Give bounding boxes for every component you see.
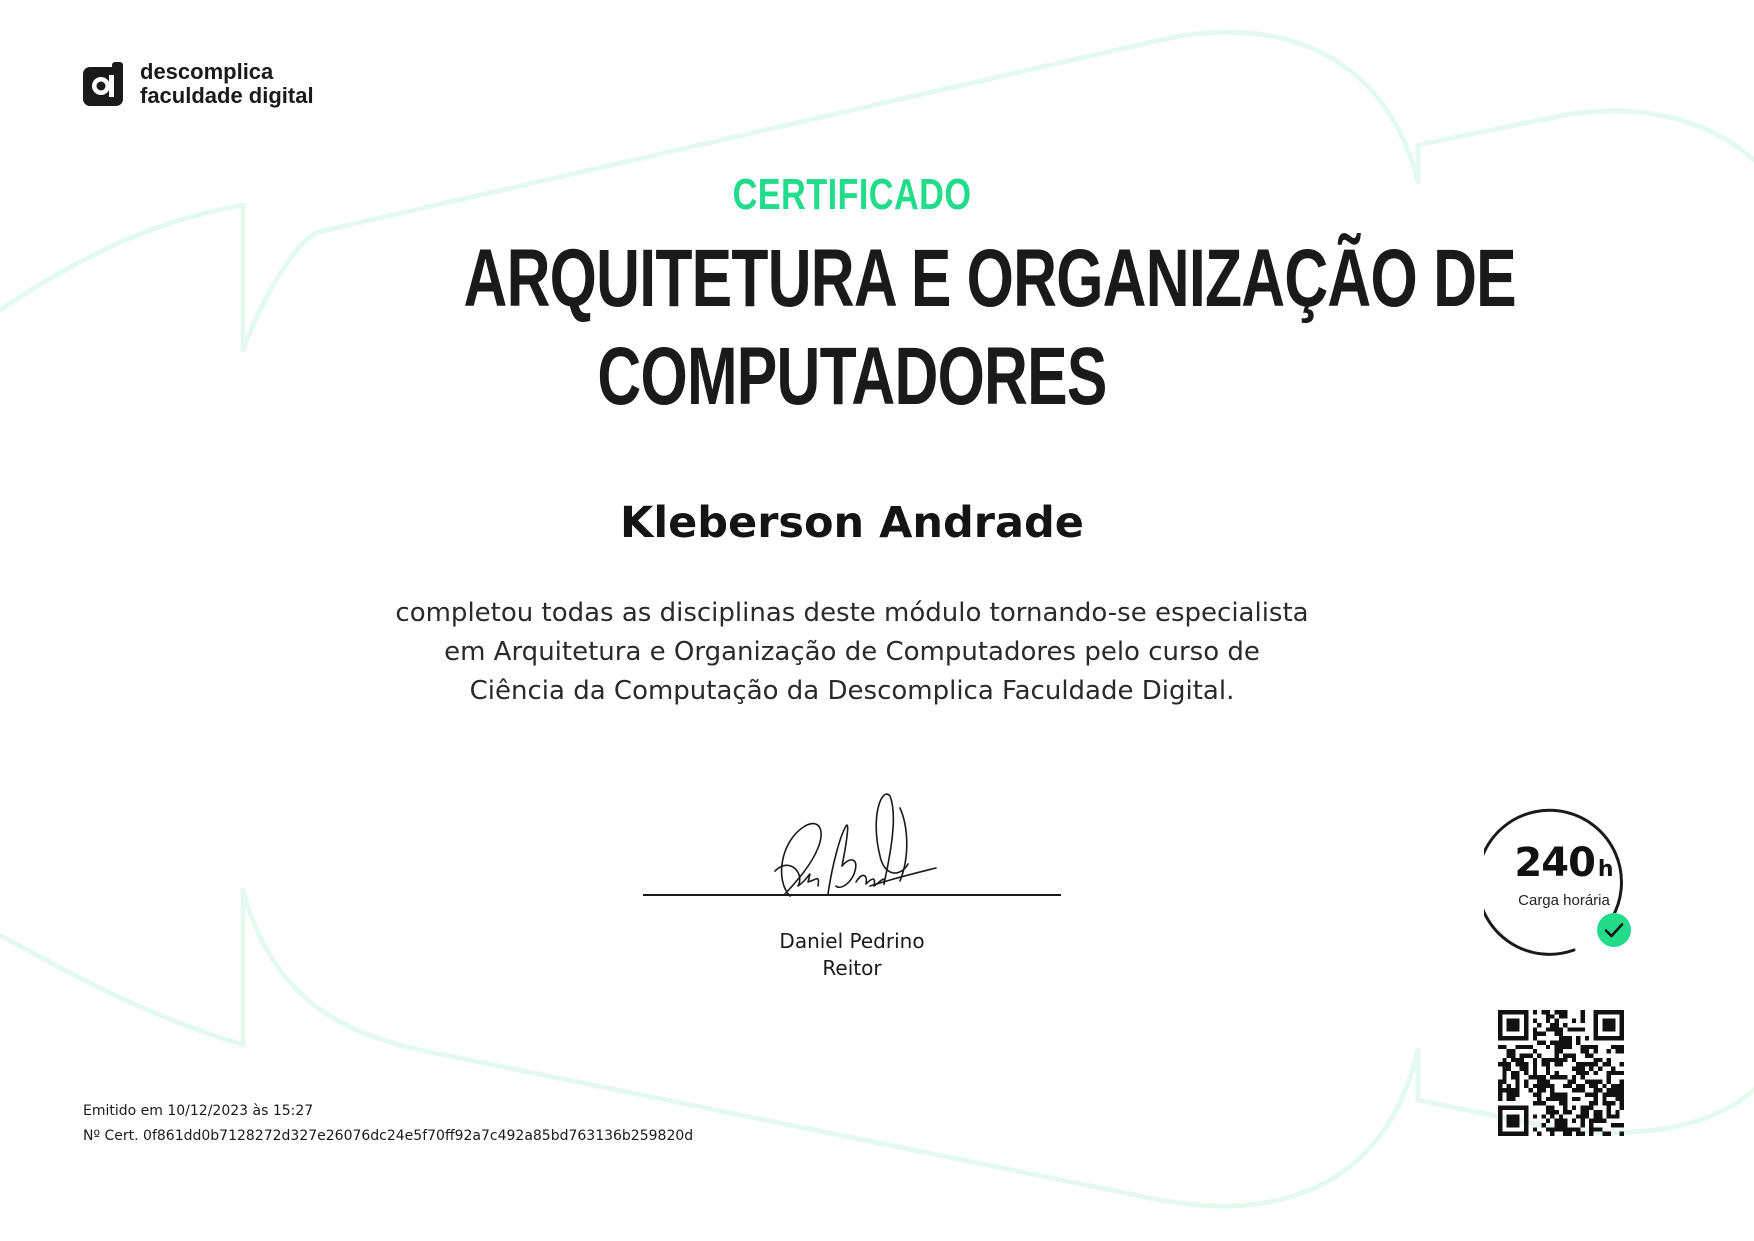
issue-date: Emitido em 10/12/2023 às 15:27: [83, 1103, 314, 1119]
certificate-number: Nº Cert. 0f861dd0b7128272d327e26076dc24e5f70ff92a7c492a85bd763136b259820d: [83, 1128, 694, 1144]
course-title-line-2: COMPUTADORES: [597, 331, 1107, 422]
statement-line-2: em Arquitetura e Organização de Computadores pelo curso de: [444, 637, 1260, 667]
workload-unit: h: [1597, 857, 1614, 882]
verification-qr-code: [1498, 1010, 1624, 1136]
course-title-line-1: ARQUITETURA E ORGANIZAÇÃO DE: [463, 233, 1516, 324]
brand-line-2: faculdade digital: [140, 83, 314, 108]
statement-line-3: Ciência da Computação da Descomplica Faculdade Digital.: [469, 676, 1235, 706]
workload-badge: [1484, 800, 1644, 960]
signature-line: [643, 894, 1061, 896]
signer-role: Reitor: [822, 956, 882, 980]
brand-wordmark: [140, 60, 314, 108]
workload-number: 240: [1514, 840, 1595, 886]
statement-line-1: completou todas as disciplinas deste módulo tornando-se especialista: [395, 598, 1309, 628]
signer-name: Daniel Pedrino: [779, 929, 925, 953]
descomplica-d-logo-icon: [82, 61, 128, 107]
handwritten-signature: [750, 786, 950, 901]
course-title: [463, 230, 1516, 426]
workload-value: [1484, 840, 1644, 886]
workload-label: Carga horária: [1518, 892, 1610, 909]
brand-logo: [82, 60, 314, 108]
brand-line-1: descomplica: [140, 59, 274, 84]
certificate-metadata: [83, 1099, 693, 1149]
completion-statement: [0, 594, 1704, 711]
certificate-kicker: CERTIFICADO: [732, 170, 972, 219]
recipient-name: Kleberson Andrade: [620, 498, 1084, 548]
check-icon: [1596, 912, 1632, 948]
